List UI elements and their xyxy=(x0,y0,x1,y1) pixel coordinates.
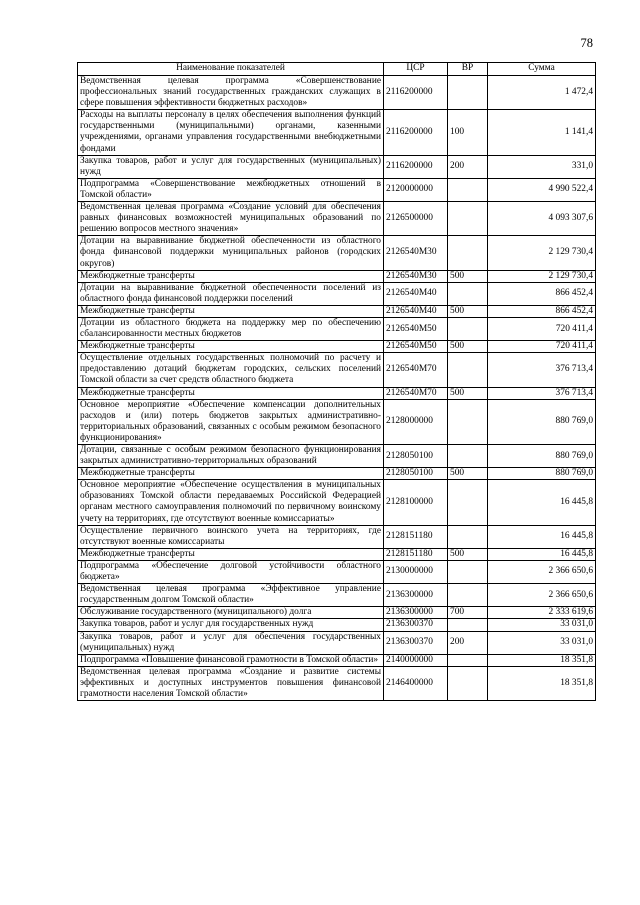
table-row xyxy=(78,236,596,270)
table-row xyxy=(78,548,596,560)
cell-csr: 2136300000 xyxy=(384,607,448,619)
table-row xyxy=(78,110,596,155)
cell-csr: 2146400000 xyxy=(384,666,448,700)
cell-sum: 880 769,0 xyxy=(488,399,596,444)
table-row xyxy=(78,654,596,666)
cell-csr: 2120000000 xyxy=(384,178,448,201)
cell-sum: 18 351,8 xyxy=(488,666,596,700)
header-csr: ЦСР xyxy=(384,63,448,76)
cell-vr xyxy=(448,236,488,270)
cell-sum: 866 452,4 xyxy=(488,305,596,317)
cell-csr: 2136300000 xyxy=(384,584,448,607)
cell-csr: 2116200000 xyxy=(384,76,448,110)
cell-sum: 18 351,8 xyxy=(488,654,596,666)
cell-csr: 2128050100 xyxy=(384,468,448,480)
cell-sum: 2 129 730,4 xyxy=(488,236,596,270)
cell-sum: 33 031,0 xyxy=(488,631,596,654)
cell-vr xyxy=(448,666,488,700)
cell-vr: 500 xyxy=(448,387,488,399)
table-row xyxy=(78,341,596,353)
table-row xyxy=(78,317,596,340)
cell-sum: 720 411,4 xyxy=(488,317,596,340)
cell-sum: 2 129 730,4 xyxy=(488,270,596,282)
cell-vr: 200 xyxy=(448,155,488,178)
table-body xyxy=(78,76,596,701)
cell-name: Осуществление первичного воинского учета на территориях, где отсутствуют военные комиссариаты xyxy=(78,525,384,548)
cell-name: Обслуживание государственного (муниципального) долга xyxy=(78,607,384,619)
cell-csr: 2128100000 xyxy=(384,480,448,525)
cell-vr: 500 xyxy=(448,305,488,317)
cell-name: Межбюджетные трансферты xyxy=(78,341,384,353)
cell-sum: 4 990 522,4 xyxy=(488,178,596,201)
table-row xyxy=(78,584,596,607)
cell-sum: 16 445,8 xyxy=(488,480,596,525)
cell-name: Межбюджетные трансферты xyxy=(78,548,384,560)
cell-vr: 500 xyxy=(448,341,488,353)
table-row xyxy=(78,76,596,110)
cell-vr: 500 xyxy=(448,468,488,480)
cell-sum: 16 445,8 xyxy=(488,548,596,560)
cell-name: Межбюджетные трансферты xyxy=(78,305,384,317)
cell-sum: 376 713,4 xyxy=(488,353,596,387)
cell-name: Подпрограмма «Повышение финансовой грамотности в Томской области» xyxy=(78,654,384,666)
cell-csr: 2126540М30 xyxy=(384,236,448,270)
cell-vr: 200 xyxy=(448,631,488,654)
cell-vr xyxy=(448,619,488,631)
header-vr: ВР xyxy=(448,63,488,76)
cell-vr xyxy=(448,202,488,236)
cell-name: Основное мероприятие «Обеспечение осуществления в муниципальных образованиях Томской области передаваемых Российской Федерацией органам местного самоуправления полномочий по первичному воинскому учету на территориях, где отсутствуют военные комиссариаты» xyxy=(78,480,384,525)
cell-csr: 2140000000 xyxy=(384,654,448,666)
cell-name: Ведомственная целевая программа «Создание условий для обеспечения равных финансовых возможностей муниципальных образований по решению вопросов местного значения» xyxy=(78,202,384,236)
cell-sum: 16 445,8 xyxy=(488,525,596,548)
cell-sum: 1 141,4 xyxy=(488,110,596,155)
cell-vr xyxy=(448,445,488,468)
cell-name: Ведомственная целевая программа «Эффективное управление государственным долгом Томской области» xyxy=(78,584,384,607)
cell-csr: 2136300370 xyxy=(384,631,448,654)
cell-sum: 33 031,0 xyxy=(488,619,596,631)
table-row xyxy=(78,525,596,548)
cell-csr: 2116200000 xyxy=(384,155,448,178)
cell-name: Осуществление отдельных государственных полномочий по расчету и предоставлению дотаций бюджетам городских, сельских поселений Томской области за счет средств областного бюджета xyxy=(78,353,384,387)
cell-csr: 2126540М50 xyxy=(384,341,448,353)
cell-csr: 2126540М40 xyxy=(384,282,448,305)
cell-sum: 2 366 650,6 xyxy=(488,560,596,583)
cell-vr: 500 xyxy=(448,548,488,560)
table-row xyxy=(78,178,596,201)
cell-vr xyxy=(448,525,488,548)
cell-name: Дотации на выравнивание бюджетной обеспеченности поселений из областного фонда финансовой поддержки поселений xyxy=(78,282,384,305)
table-row xyxy=(78,619,596,631)
cell-csr: 2126540М50 xyxy=(384,317,448,340)
cell-csr: 2128151180 xyxy=(384,548,448,560)
cell-csr: 2126540М70 xyxy=(384,353,448,387)
cell-csr: 2126540М30 xyxy=(384,270,448,282)
cell-csr: 2128000000 xyxy=(384,399,448,444)
cell-vr xyxy=(448,399,488,444)
cell-vr: 500 xyxy=(448,270,488,282)
cell-vr: 700 xyxy=(448,607,488,619)
cell-name: Дотации на выравнивание бюджетной обеспеченности из областного фонда финансовой поддержки муниципальных районов (городских округов) xyxy=(78,236,384,270)
budget-table xyxy=(77,62,596,701)
cell-vr xyxy=(448,654,488,666)
cell-vr xyxy=(448,584,488,607)
cell-name: Ведомственная целевая программа «Создание и развитие системы эффективных и доступных инструментов повышения финансовой грамотности населения Томской области» xyxy=(78,666,384,700)
table-row xyxy=(78,445,596,468)
cell-name: Дотации, связанные с особым режимом безопасного функционирования закрытых административно-территориальных образований xyxy=(78,445,384,468)
cell-name: Дотации из областного бюджета на поддержку мер по обеспечению сбалансированности местных бюджетов xyxy=(78,317,384,340)
cell-name: Подпрограмма «Совершенствование межбюджетных отношений в Томской области» xyxy=(78,178,384,201)
cell-sum: 4 093 307,6 xyxy=(488,202,596,236)
cell-name: Ведомственная целевая программа «Совершенствование профессиональных знаний государственных гражданских служащих в сфере повышения эффективности бюджетных расходов» xyxy=(78,76,384,110)
table-row xyxy=(78,202,596,236)
cell-csr: 2126540М40 xyxy=(384,305,448,317)
cell-sum: 2 366 650,6 xyxy=(488,584,596,607)
table-row xyxy=(78,480,596,525)
table-row xyxy=(78,666,596,700)
cell-vr xyxy=(448,178,488,201)
table-row xyxy=(78,399,596,444)
cell-vr xyxy=(448,282,488,305)
cell-csr: 2136300370 xyxy=(384,619,448,631)
cell-csr: 2128151180 xyxy=(384,525,448,548)
cell-name: Межбюджетные трансферты xyxy=(78,468,384,480)
table-row xyxy=(78,560,596,583)
cell-csr: 2126500000 xyxy=(384,202,448,236)
table-row xyxy=(78,282,596,305)
cell-csr: 2116200000 xyxy=(384,110,448,155)
cell-csr: 2130000000 xyxy=(384,560,448,583)
table-row xyxy=(78,305,596,317)
page-number: 78 xyxy=(580,36,593,50)
cell-csr: 2128050100 xyxy=(384,445,448,468)
table-row xyxy=(78,607,596,619)
table-row xyxy=(78,468,596,480)
header-sum: Сумма xyxy=(488,63,596,76)
cell-name: Закупка товаров, работ и услуг для государственных нужд xyxy=(78,619,384,631)
table-row xyxy=(78,631,596,654)
cell-name: Расходы на выплаты персоналу в целях обеспечения выполнения функций государственными (муниципальными) органами, казенными учреждениями, органами управления государственными внебюджетными фондами xyxy=(78,110,384,155)
cell-vr xyxy=(448,76,488,110)
cell-sum: 1 472,4 xyxy=(488,76,596,110)
cell-name: Закупка товаров, работ и услуг для обеспечения государственных (муниципальных) нужд xyxy=(78,631,384,654)
table-row xyxy=(78,270,596,282)
cell-name: Межбюджетные трансферты xyxy=(78,387,384,399)
cell-sum: 880 769,0 xyxy=(488,445,596,468)
cell-vr xyxy=(448,317,488,340)
cell-name: Основное мероприятие «Обеспечение компенсации дополнительных расходов и (или) потерь бюджетов закрытых административно-территориальных образований, связанных с особым режимом безопасного функционирования» xyxy=(78,399,384,444)
cell-sum: 331,0 xyxy=(488,155,596,178)
table-row xyxy=(78,155,596,178)
table-header-row xyxy=(78,63,596,76)
cell-vr xyxy=(448,480,488,525)
cell-name: Межбюджетные трансферты xyxy=(78,270,384,282)
cell-name: Подпрограмма «Обеспечение долговой устойчивости областного бюджета» xyxy=(78,560,384,583)
cell-vr xyxy=(448,560,488,583)
table-row xyxy=(78,387,596,399)
cell-sum: 376 713,4 xyxy=(488,387,596,399)
cell-sum: 866 452,4 xyxy=(488,282,596,305)
cell-vr: 100 xyxy=(448,110,488,155)
cell-name: Закупка товаров, работ и услуг для государственных (муниципальных) нужд xyxy=(78,155,384,178)
cell-sum: 880 769,0 xyxy=(488,468,596,480)
header-name: Наименование показателей xyxy=(78,63,384,76)
table-row xyxy=(78,353,596,387)
cell-sum: 720 411,4 xyxy=(488,341,596,353)
cell-csr: 2126540М70 xyxy=(384,387,448,399)
cell-sum: 2 333 619,6 xyxy=(488,607,596,619)
cell-vr xyxy=(448,353,488,387)
